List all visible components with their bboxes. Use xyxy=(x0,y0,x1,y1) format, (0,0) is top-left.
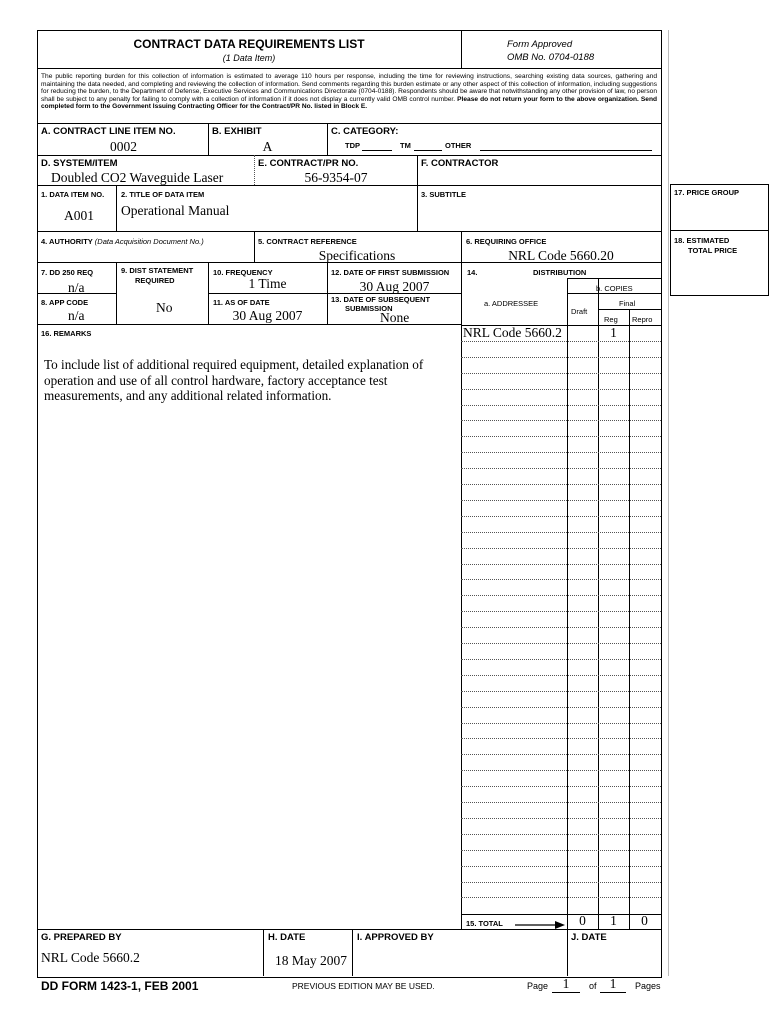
label-9-line1: 9. DIST STATEMENT xyxy=(121,266,194,275)
total-arrow-icon xyxy=(515,917,565,935)
distribution-row-line xyxy=(461,738,661,739)
final-label: Final xyxy=(619,299,636,308)
data-item-no-value[interactable]: A001 xyxy=(64,208,94,223)
form-subtitle: (1 Data Item) xyxy=(222,53,276,63)
category-tdp[interactable]: TDP xyxy=(345,141,360,150)
estimated-price-label1: 18. ESTIMATED xyxy=(674,236,730,245)
label-b: B. EXHIBIT xyxy=(212,126,262,137)
label-10: 10. FREQUENCY xyxy=(213,268,273,277)
distribution-row-line xyxy=(461,723,661,724)
burden-statement: The public reporting burden for this collection of information is estimated to average 110 hours per response, including the time for reviewing instructions, searching existing data sources, gathering and maintaining the data needed, and completing and reviewing the collection of information. Send comments regarding this burden estimate or any other aspect of this collection of information, including suggestions for reducing the burden, to the Department of Defense, Executive Services and Communications Directorate (0704-0188). Respondents should be aware that notwithstanding any other provision of law, no person shall be subject to any penalty for failing to comply with a collection of information if it does not display a currently valid OMB control number. Please do not return your form to the above organization. Send completed form to the Government Issuing Contracting Officer for the Contract/PR No. listed in Block E. xyxy=(41,73,658,111)
reg-row-1[interactable]: 1 xyxy=(610,325,617,340)
form-id: DD FORM 1423-1, FEB 2001 xyxy=(41,979,199,993)
system-item-value[interactable]: Doubled CO2 Waveguide Laser xyxy=(51,170,224,185)
distribution-row-line xyxy=(461,564,661,565)
label-3: 3. SUBTITLE xyxy=(421,190,467,199)
label-d: D. SYSTEM/ITEM xyxy=(41,158,118,169)
total-repro[interactable]: 0 xyxy=(641,913,648,928)
label-i: I. APPROVED BY xyxy=(357,932,434,943)
form-title: CONTRACT DATA REQUIREMENTS LIST xyxy=(133,37,365,51)
distribution-row-line xyxy=(461,675,661,676)
draft-label: Draft xyxy=(571,307,588,316)
label-9-line2: REQUIRED xyxy=(135,276,175,285)
label-f: F. CONTRACTOR xyxy=(421,158,499,169)
label-6: 6. REQUIRING OFFICE xyxy=(466,237,547,246)
exhibit-value[interactable]: A xyxy=(262,139,273,154)
remarks-body[interactable]: To include list of additional required equipment, detailed explanation of operation and use of all control hardware, factory acceptance test measurements, and any additional related information. xyxy=(44,357,424,403)
label-e: E. CONTRACT/PR NO. xyxy=(258,158,359,169)
distribution-row-line xyxy=(461,516,661,517)
distribution-row-line xyxy=(461,532,661,533)
dist-statement-value[interactable]: No xyxy=(156,300,173,315)
frequency-value[interactable]: 1 Time xyxy=(248,276,287,291)
repro-label: Repro xyxy=(632,315,653,324)
distribution-row-line xyxy=(461,866,661,867)
prepared-date-value[interactable]: 18 May 2007 xyxy=(275,953,347,968)
total-label: 15. TOTAL xyxy=(466,919,503,928)
label-1: 1. DATA ITEM NO. xyxy=(41,190,105,199)
distribution-row-line xyxy=(461,420,661,421)
total-reg[interactable]: 1 xyxy=(610,913,617,928)
distribution-row-line xyxy=(461,595,661,596)
distribution-row-line xyxy=(461,834,661,835)
distribution-row-line xyxy=(461,452,661,453)
title-of-data-item-value[interactable]: Operational Manual xyxy=(121,203,230,218)
distribution-row-line xyxy=(461,897,661,898)
label-16: 16. REMARKS xyxy=(41,329,92,338)
distribution-row-line xyxy=(461,770,661,771)
label-11: 11. AS OF DATE xyxy=(213,298,270,307)
distribution-row-line xyxy=(461,850,661,851)
side-divider xyxy=(668,30,669,976)
contract-reference-value[interactable]: Specifications xyxy=(318,248,396,263)
first-submission-value[interactable]: 30 Aug 2007 xyxy=(359,279,430,294)
distribution-row-line xyxy=(461,882,661,883)
pages-label: Pages xyxy=(635,981,661,991)
contract-line-item[interactable]: 0002 xyxy=(110,139,137,154)
label-7: 7. DD 250 REQ xyxy=(41,268,94,277)
addressee-row-1[interactable]: NRL Code 5660.2 xyxy=(463,325,562,340)
previous-edition: PREVIOUS EDITION MAY BE USED. xyxy=(292,981,435,991)
app-code-value[interactable]: n/a xyxy=(68,308,85,323)
form-approved: Form Approved xyxy=(507,39,573,50)
requiring-office-value[interactable]: NRL Code 5660.20 xyxy=(508,248,614,263)
prepared-by-value[interactable]: NRL Code 5660.2 xyxy=(41,950,140,965)
omb-number: OMB No. 0704-0188 xyxy=(507,52,595,63)
distribution-row-line xyxy=(461,802,661,803)
distribution-row-line xyxy=(461,405,661,406)
distribution-row-line xyxy=(461,786,661,787)
as-of-date-value[interactable]: 30 Aug 2007 xyxy=(232,308,303,323)
label-4: 4. AUTHORITY (Data Acquisition Document No.) xyxy=(41,237,204,246)
category-other[interactable]: OTHER xyxy=(445,141,472,150)
label-j: J. DATE xyxy=(571,932,607,943)
addressee-label: a. ADDRESSEE xyxy=(484,299,539,308)
total-draft[interactable]: 0 xyxy=(579,913,586,928)
label-a: A. CONTRACT LINE ITEM NO. xyxy=(41,126,176,137)
distribution-row-line xyxy=(461,818,661,819)
label-12: 12. DATE OF FIRST SUBMISSION xyxy=(331,268,450,277)
distribution-row-line xyxy=(461,548,661,549)
subsequent-submission-value[interactable]: None xyxy=(380,310,410,325)
distribution-row-line xyxy=(461,691,661,692)
label-14: 14. xyxy=(467,268,478,277)
distribution-row-line xyxy=(461,500,661,501)
label-h: H. DATE xyxy=(268,932,306,943)
dd250-value[interactable]: n/a xyxy=(68,280,85,295)
contract-pr-value[interactable]: 56-9354-07 xyxy=(304,170,368,185)
distribution-row-line xyxy=(461,357,661,358)
distribution-row-line xyxy=(461,627,661,628)
distribution-row-line xyxy=(461,579,661,580)
distribution-row-line xyxy=(461,643,661,644)
label-2: 2. TITLE OF DATA ITEM xyxy=(121,190,205,199)
label-13-line1: 13. DATE OF SUBSEQUENT xyxy=(331,295,431,304)
distribution-row-line xyxy=(461,754,661,755)
label-g: G. PREPARED BY xyxy=(41,932,122,943)
label-5: 5. CONTRACT REFERENCE xyxy=(258,237,357,246)
page-number[interactable]: 1 xyxy=(552,976,580,993)
distribution-row-line xyxy=(461,389,661,390)
label-8: 8. APP CODE xyxy=(41,298,89,307)
category-tm[interactable]: TM xyxy=(400,141,411,150)
distribution-row-line xyxy=(461,707,661,708)
label-13-line2: SUBMISSION xyxy=(345,304,393,313)
distribution-row-line xyxy=(461,468,661,469)
label-c: C. CATEGORY: xyxy=(331,126,399,137)
page-total[interactable]: 1 xyxy=(600,976,626,993)
distribution-row-line xyxy=(461,659,661,660)
distribution-row-line xyxy=(461,341,661,342)
reg-label: Reg xyxy=(604,315,618,324)
page-label: Page xyxy=(527,981,549,991)
price-group-label: 17. PRICE GROUP xyxy=(674,188,740,197)
distribution-row-line xyxy=(461,373,661,374)
distribution-title: DISTRIBUTION xyxy=(533,268,587,277)
distribution-row-line xyxy=(461,611,661,612)
estimated-price-label2: TOTAL PRICE xyxy=(688,246,738,255)
distribution-row-line xyxy=(461,436,661,437)
distribution-row-line xyxy=(461,484,661,485)
of-label: of xyxy=(589,981,597,991)
copies-label: b. COPIES xyxy=(596,284,633,293)
